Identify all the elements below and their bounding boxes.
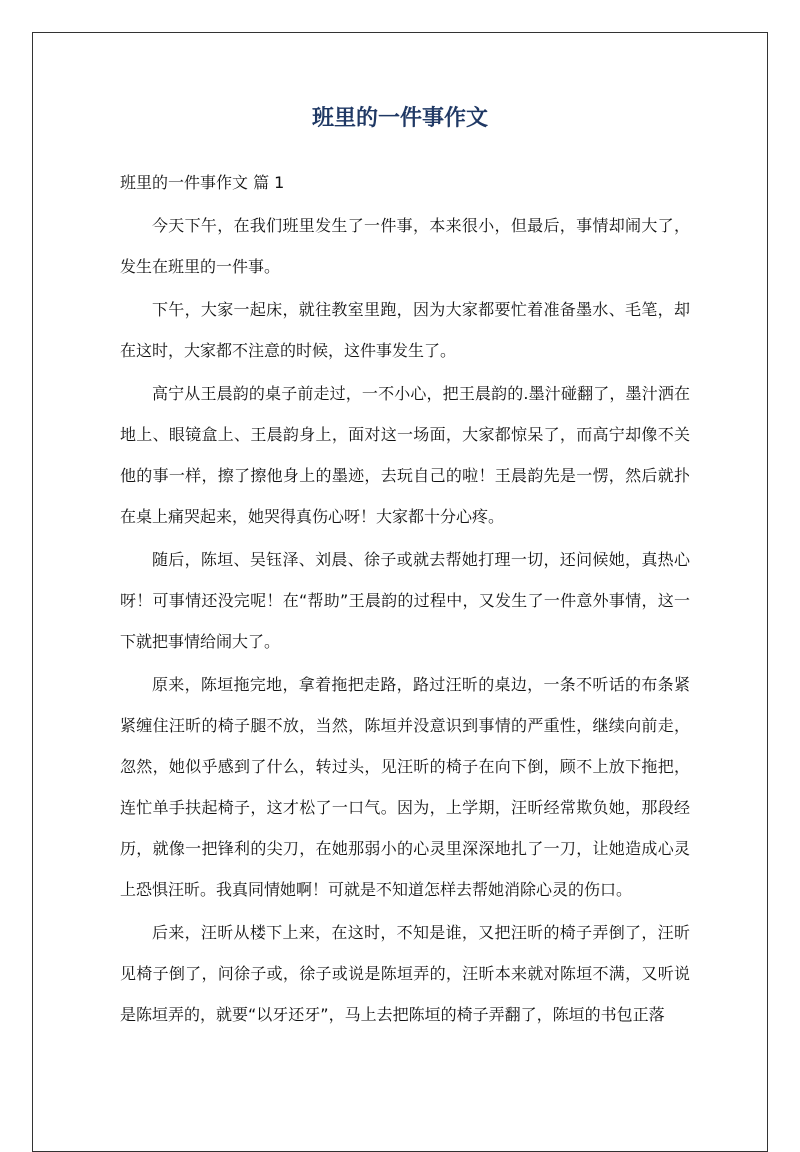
essay-body [120,205,690,1037]
paragraph-4: 随后，陈垣、吴钰泽、刘晨、徐子或就去帮她打理一切，还问候她，真热心呀！可事情还没完呢！在“帮助”王晨韵的过程中，又发生了一件意外事情，这一下就把事情给闹大了。 [120,550,690,651]
paragraph-2: 下午，大家一起床，就往教室里跑，因为大家都要忙着准备墨水、毛笔，却在这时，大家都不注意的时候，这件事发生了。 [120,300,690,360]
essay-subtitle: 班里的一件事作文 篇 1 [120,173,285,192]
document-title: 班里的一件事作文 [311,106,488,131]
paragraph-5: 原来，陈垣拖完地，拿着拖把走路，路过汪昕的桌边，一条不听话的布条紧紧缠住汪昕的椅子腿不放，当然，陈垣并没意识到事情的严重性，继续向前走，忽然，她似乎感到了什么，转过头，见汪昕的椅子在向下倒，顾不上放下拖把，连忙单手扶起椅子，这才松了一口气。因为，上学期，汪昕经常欺负她，那段经历，就像一把锋利的尖刀，在她那弱小的心灵里深深地扎了一刀，让她造成心灵上恐惧汪昕。我真同情她啊！可就是不知道怎样去帮她消除心灵的伤口。 [120,675,690,899]
paragraph-6: 后来，汪昕从楼下上来，在这时，不知是谁，又把汪昕的椅子弄倒了，汪昕见椅子倒了，问徐子或，徐子或说是陈垣弄的，汪昕本来就对陈垣不满，又听说是陈垣弄的，就要“以牙还牙”，马上去把陈垣的椅子弄翻了，陈垣的书包正落 [120,923,690,1024]
paragraph-3: 高宁从王晨韵的桌子前走过，一不小心，把王晨韵的.墨汁碰翻了，墨汁洒在地上、眼镜盒上、王晨韵身上，面对这一场面，大家都惊呆了，而高宁却像不关他的事一样，擦了擦他身上的墨迹，去玩自己的啦！王晨韵先是一愣，然后就扑在桌上痛哭起来，她哭得真伤心呀！大家都十分心疼。 [120,384,690,526]
paragraph-1: 今天下午，在我们班里发生了一件事，本来很小，但最后，事情却闹大了，发生在班里的一件事。 [120,216,690,276]
